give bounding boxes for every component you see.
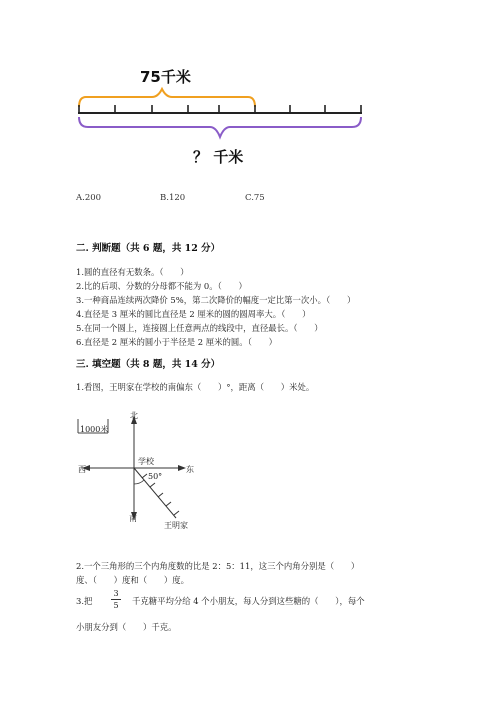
fill-question-2-line-1: 2.一个三角形的三个内角度数的比是 2：5：11，这三个内角分别是（ ） [76,561,360,571]
distance-line-diagram [70,85,370,145]
fill-question-2-line-2: 度、（ ）度和（ ）度。 [76,575,190,585]
section-title-fill: 三. 填空题（共 8 题，共 14 分） [76,359,221,370]
school-label: 学校 [138,457,154,466]
fill-question-3-rest: 千克糖平均分给 4 个小朋友，每人分到这些糖的（ ），每个 [132,596,365,606]
tick-marks [79,105,361,113]
west-label: 西 [78,465,86,474]
judgement-item-2: 2.比的后项、分数的分母都不能为 0。（ ） [76,281,247,291]
purple-brace [79,117,361,137]
fraction-numerator: 3 [113,589,119,598]
north-label: 北 [130,411,138,420]
top-distance-label: 75千米 [140,68,191,86]
option-b: B.120 [160,193,186,203]
judgement-item-4: 4.直径是 3 厘米的圆比直径是 2 厘米的圆的圆周率大。（ ） [76,309,311,319]
fill-question-3-prefix: 3.把 [76,596,93,606]
fill-question-1: 1.看图，王明家在学校的南偏东（ ）°，距离（ ）米处。 [76,382,315,392]
scale-label: 1000米 [80,425,109,434]
judgement-item-5: 5.在同一个圆上，连接圆上任意两点的线段中，直径最长。（ ） [76,323,323,333]
option-c: C.75 [245,193,265,203]
angle-label: 50° [148,472,163,481]
fill-question-3-line-2: 小朋友分到（ ）千克。 [76,622,177,632]
option-a: A.200 [76,193,102,203]
judgement-item-6: 6.直径是 2 厘米的圆小于半径是 2 厘米的圆。（ ） [76,337,277,347]
fraction-denominator: 5 [113,601,119,610]
judgement-item-1: 1.圆的直径有无数条。（ ） [76,267,189,277]
bottom-distance-label: ？ 千米 [193,148,244,166]
angle-arc [134,480,144,484]
home-label: 王明家 [164,521,188,530]
orange-brace [79,89,255,107]
east-arrow [178,465,186,471]
south-label: 南 [129,514,137,523]
fraction-bar [111,599,121,600]
section-title-judgement: 二. 判断题（共 6 题，共 12 分） [76,243,221,254]
judgement-item-3: 3.一种商品连续两次降价 5%，第二次降价的幅度一定比第一次小。（ ） [76,295,356,305]
east-label: 东 [186,465,194,474]
